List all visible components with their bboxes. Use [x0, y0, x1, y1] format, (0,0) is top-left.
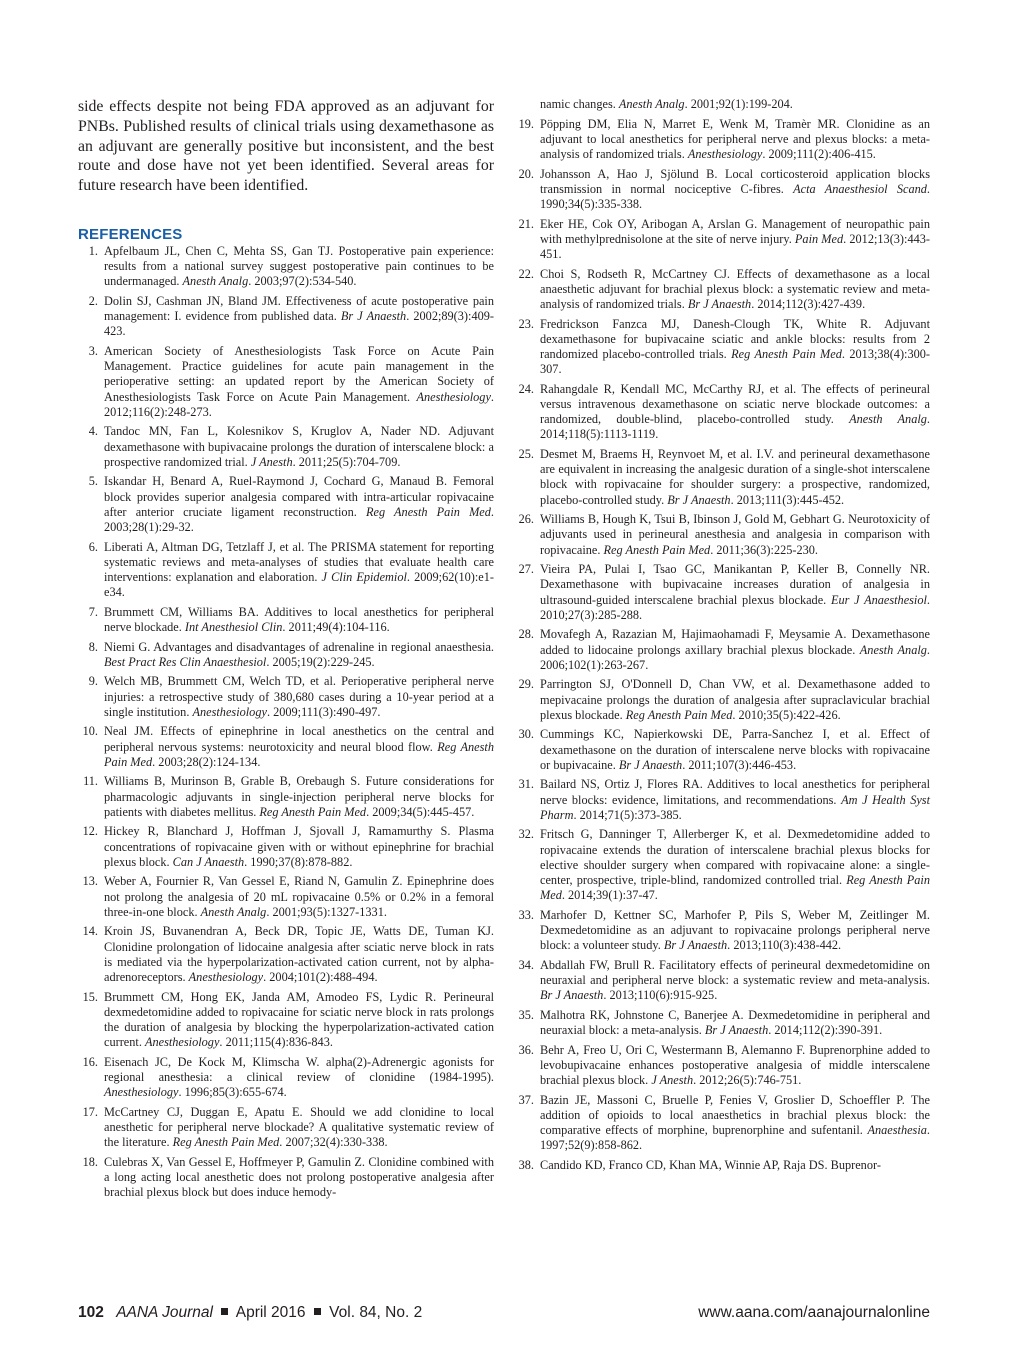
reference-text: [104, 540, 494, 601]
page-number: 102: [78, 1304, 104, 1321]
reference-number: 4.: [88, 424, 98, 439]
reference-citation: Welch MB, Brummett CM, Welch TD, et al. Perioperative peripheral nerve injuries: a retrospective study of 380,680 cases during a 10-year period at a single institution.: [104, 674, 494, 719]
reference-journal: Br J Anaesth: [704, 1023, 769, 1038]
reference-journal: Reg Anesth Pain Med: [540, 873, 930, 903]
reference-number: 29.: [518, 677, 534, 692]
reference-item: [78, 674, 494, 720]
reference-details: . 2012;26(5):746-751.: [693, 1073, 802, 1088]
reference-details: . 2011;115(4):836-843.: [219, 1035, 333, 1050]
reference-details: . 2009;111(2):406-415.: [762, 147, 876, 161]
reference-item: [514, 562, 930, 623]
reference-text: [540, 217, 930, 263]
reference-item: [514, 777, 930, 823]
reference-number: 35.: [518, 1007, 534, 1022]
reference-text: [104, 1055, 494, 1101]
reference-journal: Anesthesiology: [192, 704, 267, 719]
reference-details: . 2012;13(3):443-451.: [540, 231, 930, 261]
reference-number: 24.: [518, 381, 534, 396]
reference-item: [78, 1105, 494, 1151]
reference-item: [514, 727, 930, 773]
reference-citation: Marhofer D, Kettner SC, Marhofer P, Pils S, Weber M, Zeitlinger M. Dexmedetomidine as an adjuvant to ropivacaine prolongs peripheral nerve block: a volunteer study.: [540, 907, 930, 953]
reference-number: 34.: [518, 957, 534, 972]
reference-details: . 2009;111(3):490-497.: [266, 704, 381, 719]
reference-text: [104, 294, 494, 340]
reference-journal: Reg Anesth Pain Med: [259, 804, 367, 819]
journal-title: AANA Journal: [116, 1304, 213, 1321]
reference-number: 33.: [518, 907, 534, 922]
reference-details: . 2013;110(3):438-442.: [727, 938, 842, 953]
reference-number: 36.: [518, 1042, 534, 1057]
reference-number: 6.: [88, 539, 98, 554]
reference-details: . 1990;37(8):878-882.: [244, 854, 353, 869]
reference-details: . 1997;52(9):858-862.: [540, 1123, 930, 1153]
reference-text: [104, 924, 494, 985]
reference-number: 8.: [88, 639, 98, 654]
reference-details: . 2002;89(3):409-423.: [104, 309, 494, 339]
reference-details: . 2014;118(5):1113-1119.: [540, 412, 930, 442]
reference-text: [104, 674, 494, 720]
reference-journal: Anesth Analg: [182, 274, 249, 289]
reference-text: [104, 1155, 494, 1201]
reference-citation: Parrington SJ, O'Donnell D, Chan VW, et al. Dexamethasone added to mepivacaine prolongs the duration of analgesia after supraclavicular brachial plexus blockade.: [540, 677, 930, 722]
reference-journal: Anesth Analg: [200, 904, 267, 919]
reference-citation: Behr A, Freo U, Ori C, Westermann B, Alemanno F. Buprenorphine added to levobupivacaine enhances postoperative analgesia of middle interscalene brachial plexus block.: [540, 1042, 930, 1088]
reference-item: [514, 317, 930, 378]
reference-number: 15.: [82, 989, 98, 1004]
reference-text: [540, 167, 930, 213]
reference-text: [540, 1158, 930, 1173]
reference-item: [514, 512, 930, 558]
reference-text: [540, 627, 930, 673]
reference-text: [104, 640, 494, 670]
reference-journal: Reg Anesth Pain Med: [104, 739, 494, 769]
reference-journal: Best Pract Res Clin Anaesthesiol: [104, 654, 267, 669]
reference-number: 17.: [82, 1104, 98, 1119]
reference-citation: Weber A, Fournier R, Van Gessel E, Riand N, Gamulin Z. Epinephrine does not prolong the analgesia of 20 mL ropivacaine 0.5% or 0.2% in a femoral three-in-one block.: [104, 874, 494, 919]
reference-journal: Reg Anesth Pain Med: [365, 504, 491, 519]
reference-citation: Eker HE, Cok OY, Aribogan A, Arslan G. Management of neuropathic pain with methylprednisolone at the site of nerve injury.: [540, 216, 930, 246]
reference-details: . 2014;112(3):427-439.: [751, 297, 866, 311]
reference-journal: Anesthesiology: [687, 147, 763, 161]
reference-item: [514, 1043, 930, 1089]
reference-text: [540, 512, 930, 558]
reference-citation: Eisenach JC, De Kock M, Klimscha W. alpha(2)-Adrenergic agonists for regional anesthesia: a clinical review of clonidine (1984-1995).: [104, 1054, 494, 1084]
reference-details: . 2009;34(5):445-457.: [366, 804, 475, 819]
reference-item: [78, 294, 494, 340]
references-heading: REFERENCES: [78, 225, 183, 243]
reference-text: [540, 827, 930, 903]
reference-text: [540, 382, 930, 443]
reference-journal: Reg Anesth Pain Med: [603, 542, 711, 557]
reference-text: [540, 1008, 930, 1038]
reference-journal: J Anesth: [651, 1073, 694, 1088]
reference-number: 3.: [88, 343, 98, 358]
reference-journal: Can J Anaesth: [172, 854, 245, 869]
reference-number: 31.: [518, 777, 534, 792]
reference-citation: Neal JM. Effects of epinephrine in local anesthetics on the central and peripheral nervous systems: neurotoxicity and neural blood flow.: [104, 724, 494, 754]
reference-details: . 2010;35(5):422-426.: [732, 707, 841, 722]
reference-citation: Abdallah FW, Brull R. Facilitatory effects of perineural dexmedetomidine on neuraxial and peripheral nerve block: a systematic review and meta-analysis.: [540, 957, 930, 988]
reference-item: [514, 217, 930, 263]
reference-journal: Br J Anaesth: [540, 988, 604, 1003]
reference-text: [104, 774, 494, 820]
reference-item: [78, 990, 494, 1051]
reference-journal: Acta Anaesthesiol Scand: [793, 181, 927, 196]
reference-item: [78, 344, 494, 420]
reference-text: [104, 874, 494, 920]
reference-citation: Rahangdale R, Kendall MC, McCarthy RJ, et al. The effects of perineural versus intravenous dexamethasone on sciatic nerve blockade outcomes: a randomized, double-blind, placebo-controlled study.: [540, 381, 930, 427]
reference-details: . 2013;110(6):915-925.: [603, 988, 718, 1003]
reference-citation: Niemi G. Advantages and disadvantages of adrenaline in regional anaesthesia.: [104, 639, 494, 654]
reference-citation: Liberati A, Altman DG, Tetzlaff J, et al. The PRISMA statement for reporting systematic reviews and meta-analyses of studies that evaluate health care interventions: explanation and elaboration.: [104, 539, 494, 584]
reference-number: 32.: [518, 827, 534, 842]
reference-journal: Eur J Anaesthesiol: [830, 592, 927, 607]
reference-details: . 1996;85(3):655-674.: [178, 1085, 287, 1100]
reference-citation: Apfelbaum JL, Chen C, Mehta SS, Gan TJ. Postoperative pain experience: results from a national survey suggest postoperative pain continues to be undermanaged.: [104, 243, 494, 289]
reference-citation: Movafegh A, Razazian M, Hajimaohamadi F, Meysamie A. Dexamethasone added to lidocaine prolongs axillary brachial plexus blockade.: [540, 627, 930, 657]
reference-text: [540, 267, 930, 313]
reference-text: [104, 1105, 494, 1151]
reference-number: 12.: [82, 824, 98, 839]
reference-text: [104, 244, 494, 290]
reference-item: [78, 1055, 494, 1101]
reference-details: . 2014;39(1):37-47.: [561, 888, 658, 903]
reference-number: 22.: [518, 266, 534, 281]
reference-journal: Anesthesiology: [188, 970, 264, 984]
reference-journal: Br J Anaesth: [340, 309, 407, 324]
left-column: [78, 97, 494, 1205]
reference-item: [514, 167, 930, 213]
reference-item: [514, 958, 930, 1004]
reference-item: [78, 605, 494, 635]
reference-journal: Pain Med: [794, 231, 844, 246]
reference-journal: Anesth Analg: [859, 642, 927, 657]
reference-citation: Malhotra RK, Johnstone C, Banerjee A. Dexmedetomidine in peripheral and neuraxial block: a meta-analysis.: [540, 1007, 930, 1038]
reference-details: . 2011;36(3):225-230.: [710, 542, 819, 557]
reference-text: [104, 344, 494, 420]
reference-item: [78, 424, 494, 470]
reference-journal: Br J Anaesth: [618, 757, 683, 772]
reference-details: . 2012;116(2):248-273.: [104, 389, 494, 419]
reference-citation: Brummett CM, Hong EK, Janda AM, Amodeo FS, Lydic R. Perineural dexmedetomidine added to ropivacaine for sciatic nerve block in rats prolongs the duration of analgesia by blocking the hyperpolarization-activated cation current.: [104, 989, 494, 1050]
reference-item: [514, 1093, 930, 1154]
reference-text: [540, 727, 930, 773]
reference-item: [78, 874, 494, 920]
reference-journal: Reg Anesth Pain Med: [172, 1135, 280, 1150]
reference-details: . 1990;34(5):335-338.: [540, 181, 930, 211]
reference-citation: Williams B, Murinson B, Grable B, Orebaugh S. Future considerations for pharmacologic adjuvants in single-injection peripheral nerve blocks for patients with diabetes mellitus.: [104, 774, 494, 819]
reference-citation: Brummett CM, Williams BA. Additives to local anesthetics for peripheral nerve blockade.: [104, 604, 494, 634]
reference-number: 18.: [82, 1154, 98, 1169]
reference-item: [78, 724, 494, 770]
reference-text: [104, 424, 494, 470]
reference-item: [514, 267, 930, 313]
reference-item: [78, 540, 494, 601]
reference-text: [540, 777, 930, 823]
reference-item: [78, 474, 494, 535]
reference-journal: J Clin Epidemiol: [321, 570, 407, 584]
reference-item: [78, 774, 494, 820]
reference-details: . 2006;102(1):263-267.: [540, 642, 930, 672]
reference-citation: Dolin SJ, Cashman JN, Bland JM. Effectiveness of acute postoperative pain management: I. evidence from published data.: [104, 293, 494, 324]
reference-number: 23.: [518, 316, 534, 331]
reference-continuation-journal: Anesth Analg: [618, 97, 685, 111]
reference-text: [540, 958, 930, 1004]
reference-citation: Desmet M, Braems H, Reynvoet M, et al. I.V. and perineural dexamethasone are equivalent in increasing the analgesic duration of a single-shot interscalene block with ropivacaine for shoulder surgery: a prospective, randomized, placebo-controlled study.: [540, 447, 930, 507]
reference-item: [514, 382, 930, 443]
reference-text: [104, 724, 494, 770]
reference-list-left: [78, 244, 494, 1200]
reference-journal: Reg Anesth Pain Med: [731, 347, 842, 361]
reference-number: 37.: [518, 1092, 534, 1107]
reference-citation: Vieira PA, Pulai I, Tsao GC, Manikantan P, Keller B, Connelly NR. Dexamethasone with bupivacaine increases duration of analgesia in ultrasound-guided interscalene brachial plexus blockade.: [540, 562, 930, 607]
reference-citation: Bailard NS, Ortiz J, Flores RA. Additives to local anesthetics for peripheral nerve blocks: evidence, limitations, and recommendations.: [540, 777, 930, 807]
reference-text: [104, 605, 494, 635]
reference-citation: Fritsch G, Danninger T, Allerberger K, et al. Dexmedetomidine added to ropivacaine extends the duration of interscalene brachial plexus blocks for elective shoulder surgery when compared with ropivacaine alone: a single-center, prospective, triple-blind, randomized controlled trial.: [540, 827, 930, 888]
reference-item: [78, 924, 494, 985]
reference-details: . 2011;107(3):446-453.: [682, 757, 797, 772]
reference-number: 21.: [518, 216, 534, 231]
separator-square-icon: [314, 1308, 321, 1315]
reference-text: [540, 317, 930, 378]
reference-journal: Anesth Analg: [849, 412, 927, 427]
reference-details: . 2003;28(1):29-32.: [104, 504, 494, 534]
reference-citation: Williams B, Hough K, Tsui B, Ibinson J, Gold M, Gebhart G. Neurotoxicity of adjuvants used in perineural anesthesia and analgesia in comparison with ropivacaine.: [540, 512, 930, 557]
reference-text: [540, 447, 930, 508]
reference-citation: Candido KD, Franco CD, Khan MA, Winnie AP, Raja DS. Buprenor-: [540, 1157, 881, 1172]
reference-citation: Cummings KC, Napierkowski DE, Parra-Sanchez I, et al. Effect of dexamethasone on the duration of interscalene nerve blocks with ropivacaine or bupivacaine.: [540, 727, 930, 772]
website-link[interactable]: www.aana.com/aanajournalonline: [698, 1304, 930, 1321]
reference-item: [78, 244, 494, 290]
reference-details: . 2014;112(2):390-391.: [768, 1023, 883, 1038]
reference-item: [514, 627, 930, 673]
reference-item: [514, 447, 930, 508]
reference-item: [514, 117, 930, 163]
reference-citation: Kroin JS, Buvanendran A, Beck DR, Topic JE, Watts DE, Tuman KJ. Clonidine prolongation of lidocaine analgesia after sciatic nerve block in rats is mediated via the hyperpolarization-activated cation current, not by alpha-adrenoreceptors.: [104, 924, 494, 984]
reference-text: [104, 824, 494, 870]
reference-item: [78, 824, 494, 870]
reference-item: [514, 1008, 930, 1038]
reference-text: [540, 1043, 930, 1089]
reference-item: [514, 827, 930, 903]
reference-text: [104, 474, 494, 535]
issue-volume: Vol. 84, No. 2: [329, 1304, 423, 1321]
reference-number: 1.: [88, 243, 98, 258]
reference-number: 30.: [518, 727, 534, 742]
reference-continuation-text: namic changes.: [540, 97, 619, 111]
reference-number: 27.: [518, 562, 534, 577]
reference-citation: Tandoc MN, Fan L, Kolesnikov S, Kruglov A, Nader ND. Adjuvant dexamethasone with bupivacaine prolongs the duration of interscalene block: a prospective randomized trial.: [104, 424, 494, 469]
reference-journal: Br J Anaesth: [687, 297, 752, 311]
reference-details: . 2011;25(5):704-709.: [292, 454, 401, 469]
reference-details: . 2004;101(2):488-494.: [263, 970, 378, 984]
reference-journal: Anesthesiology: [416, 389, 491, 404]
page-footer: [78, 1304, 930, 1326]
reference-text: [540, 1093, 930, 1154]
reference-details: . 2010;27(3):285-288.: [540, 592, 930, 622]
reference-number: 25.: [518, 447, 534, 461]
reference-citation: Pöpping DM, Elia N, Marret E, Wenk M, Tramèr MR. Clonidine as an adjuvant to local anesthetics for peripheral nerve and plexus blocks: a meta-analysis of randomized trials.: [540, 116, 930, 161]
intro-paragraph: side effects despite not being FDA approved as an adjuvant for PNBs. Published results of clinical trials using dexamethasone as an adjuvant are generally positive but inconsistent, and the best route and dose have not yet been identified. Several areas for future research have been identified.: [78, 98, 494, 195]
reference-journal: Int Anesthesiol Clin: [184, 620, 283, 634]
reference-item: [514, 1158, 930, 1173]
reference-number: 28.: [518, 627, 534, 642]
issue-date: April 2016: [235, 1304, 306, 1321]
reference-text: [540, 677, 930, 723]
reference-item: [78, 640, 494, 670]
reference-details: . 2014;71(5):373-385.: [573, 807, 682, 822]
reference-number: 14.: [82, 924, 98, 939]
reference-details: . 2005;19(2):229-245.: [266, 654, 375, 669]
reference-journal: Br J Anaesth: [667, 492, 731, 507]
reference-citation: Fredrickson Fanzca MJ, Danesh-Clough TK, White R. Adjuvant dexamethasone for bupivacaine sciatic and ankle blocks: results from 2 randomized placebo-controlled trials.: [540, 316, 930, 361]
reference-item: [514, 677, 930, 723]
reference-journal: Br J Anaesth: [663, 938, 728, 953]
reference-number: 26.: [518, 512, 534, 527]
reference-item: [514, 908, 930, 954]
reference-text: [540, 117, 930, 163]
reference-citation: Choi S, Rodseth R, McCartney CJ. Effects of dexamethasone as a local anaesthetic adjuvant for brachial plexus block: a systematic review and meta-analysis of randomized trials.: [540, 266, 930, 311]
reference-journal: Am J Health Syst Pharm: [540, 792, 931, 822]
reference-number: 5.: [88, 474, 98, 489]
reference-citation: Johansson A, Hao J, Sjölund B. Local corticosteroid application blocks transmission in normal nociceptive C-fibres.: [540, 166, 930, 196]
reference-details: . 2011;49(4):104-116.: [282, 620, 390, 634]
reference-number: 13.: [82, 874, 98, 889]
reference-citation: Iskandar H, Benard A, Ruel-Raymond J, Cochard G, Manaud B. Femoral block provides superior analgesia compared with intra-articular ropivacaine after anterior cruciate ligament reconstruction.: [104, 474, 494, 519]
reference-item: [78, 1155, 494, 1201]
reference-number: 7.: [88, 604, 98, 619]
reference-details: . 2001;93(5):1327-1331.: [266, 904, 387, 919]
reference-details: . 2013;38(4):300-307.: [540, 347, 930, 377]
reference-list-right: [514, 117, 930, 1173]
reference-details: . 2009;62(10):e1-e34.: [104, 570, 494, 600]
reference-citation: Hickey R, Blanchard J, Hoffman J, Sjovall J, Ramamurthy S. Plasma concentrations of ropivacaine given with or without epinephrine for brachial plexus block.: [104, 824, 494, 869]
reference-text: [540, 562, 930, 623]
reference-journal: Reg Anesth Pain Med: [625, 707, 733, 722]
reference-number: 19.: [518, 116, 534, 131]
separator-square-icon: [221, 1308, 228, 1315]
reference-details: . 2003;28(2):124-134.: [152, 754, 261, 769]
reference-journal: J Anesth: [250, 454, 293, 469]
reference-text: [540, 908, 930, 954]
reference-continuation-tail: . 2001;92(1):199-204.: [684, 97, 793, 111]
reference-number: 11.: [83, 774, 98, 789]
reference-citation: Bazin JE, Massoni C, Bruelle P, Fenies V, Groslier D, Schoeffler P. The addition of opioids to local anaesthetics in brachial plexus block: the comparative effects of morphine, buprenorphine and sufentanil.: [540, 1092, 930, 1138]
reference-citation: Culebras X, Van Gessel E, Hoffmeyer P, Gamulin Z. Clonidine combined with a long acting local anesthetic does not prolong postoperative analgesia after brachial plexus block but does induce hemody-: [104, 1154, 494, 1200]
right-column: [514, 97, 930, 1177]
reference-number: 20.: [518, 166, 534, 181]
reference-details: . 2013;111(3):445-452.: [730, 492, 845, 507]
reference-number: 38.: [518, 1157, 534, 1172]
reference-details: . 2007;32(4):330-338.: [279, 1135, 388, 1150]
reference-journal: Anesthesiology: [144, 1035, 220, 1050]
reference-number: 9.: [88, 674, 98, 689]
reference-number: 16.: [82, 1054, 98, 1069]
reference-journal: Anaesthesia: [867, 1123, 927, 1138]
reference-details: . 2003;97(2):534-540.: [248, 274, 357, 289]
reference-continuation: [514, 97, 930, 112]
reference-journal: Anesthesiology: [104, 1085, 179, 1100]
reference-number: 2.: [88, 293, 98, 308]
reference-citation: American Society of Anesthesiologists Task Force on Acute Pain Management. Practice guidelines for acute pain management in the perioperative setting: an updated report by the American Society of Anesthesiologists Task Force on Acute Pain Management.: [104, 343, 494, 404]
reference-text: [104, 990, 494, 1051]
reference-number: 10.: [82, 724, 98, 739]
reference-citation: McCartney CJ, Duggan E, Apatu E. Should we add clonidine to local anesthetic for peripheral nerve blockade? A qualitative systematic review of the literature.: [104, 1104, 494, 1150]
